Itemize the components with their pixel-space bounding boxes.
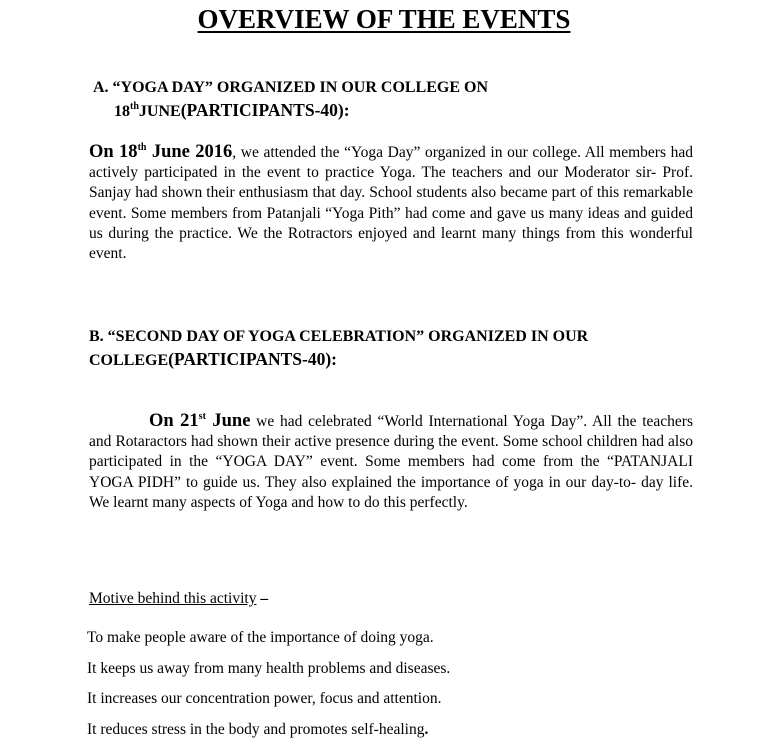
section-a-heading-line1: A. “YOGA DAY” ORGANIZED IN OUR COLLEGE ON <box>93 79 489 96</box>
section-b-lead-suffix: st <box>198 411 206 422</box>
motive-list <box>87 628 450 750</box>
section-b-lead-rest: June <box>205 411 251 431</box>
section-b-lead-prefix: On 21 <box>149 411 199 431</box>
list-item-end: . <box>424 720 429 738</box>
section-b-paragraph <box>89 411 693 513</box>
motive-heading <box>89 590 268 608</box>
section-a-lead-rest: June 2016 <box>146 142 233 162</box>
list-item-text: It reduces stress in the body and promotes self-healing <box>87 720 425 738</box>
section-a-participants: (PARTICIPANTS-40): <box>180 100 350 120</box>
section-a-lead-prefix: On 18 <box>89 142 138 162</box>
section-a-heading <box>93 77 488 123</box>
section-b-lead <box>89 411 250 431</box>
list-item: It increases our concentration power, focus and attention. <box>87 690 442 707</box>
motive-heading-dash: – <box>256 590 269 607</box>
motive-heading-text: Motive behind this activity <box>89 590 257 607</box>
section-b-heading <box>89 326 588 372</box>
section-a-paragraph <box>89 142 693 264</box>
section-a-heading-month: JUNE <box>138 103 181 120</box>
section-b-participants: (PARTICIPANTS-40): <box>168 349 338 369</box>
list-item: To make people aware of the importance of doing yoga. <box>87 629 434 646</box>
section-a-heading-day-suffix: th <box>130 101 139 112</box>
section-b-heading-line1: B. “SECOND DAY OF YOGA CELEBRATION” ORGANIZED IN OUR <box>89 328 589 345</box>
section-b-body: we had celebrated “World International Yoga Day”. All the teachers and Rotaractors had shown their active presence during the event. Some school children had also participated in the “YOGA DAY” event. Some members had come from the “PATANJALI YOGA PIDH” to guide us. They also explained the importance of yoga in our day-to- day life. We learnt many aspects of Yoga and how to do this perfectly. <box>89 413 693 511</box>
list-item: It keeps us away from many health problems and diseases. <box>87 659 451 677</box>
page-title: OVERVIEW OF THE EVENTS <box>197 4 571 34</box>
section-a-body: , we attended the “Yoga Day” organized in our college. All members had actively participated in the event to practice Yoga. The teachers and our Moderator sir- Prof. Sanjay had shown their enthusiasm that day. School students also became part of this remarkable event. Some members from Patanjali “Yoga Pith” had come and gave us many ideas and guided us during the practice. We the Rotractors enjoyed and learnt many things from this wonderful event. <box>89 144 693 263</box>
section-a-heading-line2 <box>93 99 488 123</box>
section-b-heading-line2: COLLEGE <box>89 352 169 369</box>
section-a-lead <box>89 142 232 162</box>
section-a-heading-day: 18 <box>114 103 130 120</box>
section-a-lead-suffix: th <box>137 142 147 153</box>
list-item <box>87 720 450 751</box>
